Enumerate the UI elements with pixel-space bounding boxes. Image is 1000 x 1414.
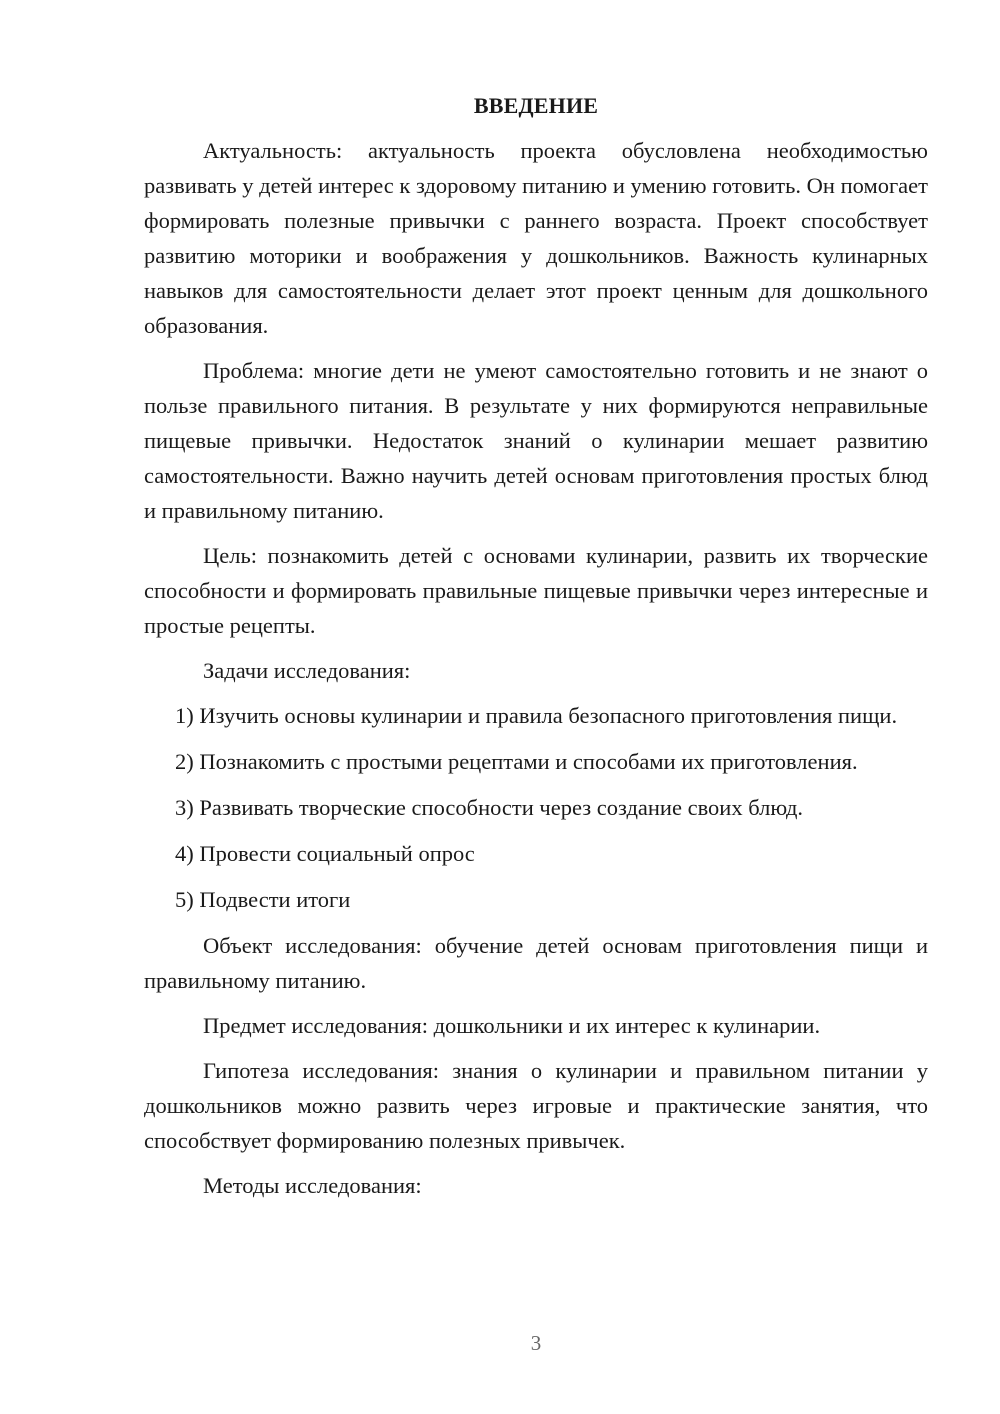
task-item-5: 5) Подвести итоги [175, 887, 351, 912]
hypothesis-paragraph: Гипотеза исследования: знания о кулинарии и правильном питании у дошкольников можно развить через игровые и практические занятия, что способствует формированию полезных привычек. [144, 1058, 928, 1153]
subject-paragraph: Предмет исследования: дошкольники и их интерес к кулинарии. [203, 1013, 821, 1038]
methods-heading: Методы исследования: [203, 1173, 422, 1198]
task-item-2: 2) Познакомить с простыми рецептами и способами их приготовления. [175, 749, 858, 774]
task-item-3: 3) Развивать творческие способности через создание своих блюд. [175, 795, 804, 820]
task-item-4: 4) Провести социальный опрос [175, 841, 475, 866]
tasks-heading: Задачи исследования: [203, 658, 411, 683]
document-page [144, 88, 928, 1213]
task-item-1: 1) Изучить основы кулинарии и правила безопасного приготовления пищи. [175, 703, 898, 728]
object-paragraph: Объект исследования: обучение детей основам приготовления пищи и правильному питанию. [144, 933, 928, 993]
page-number: 3 [530, 1331, 542, 1355]
problem-paragraph: Проблема: многие дети не умеют самостоятельно готовить и не знают о пользе правильного питания. В результате у них формируются неправильные пищевые привычки. Недостаток знаний о кулинарии мешает развитию самостоятельности. Важно научить детей основам приготовления простых блюд и правильному питанию. [144, 358, 928, 523]
goal-paragraph: Цель: познакомить детей с основами кулинарии, развить их творческие способности и формировать правильные пищевые привычки через интересные и простые рецепты. [144, 543, 928, 638]
relevance-paragraph: Актуальность: актуальность проекта обусловлена необходимостью развивать у детей интерес к здоровому питанию и умению готовить. Он помогает формировать полезные привычки с раннего возраста. Проект способствует развитию моторики и воображения у дошкольников. Важность кулинарных навыков для самостоятельности делает этот проект ценным для дошкольного образования. [144, 138, 928, 338]
section-title: ВВЕДЕНИЕ [473, 93, 599, 118]
